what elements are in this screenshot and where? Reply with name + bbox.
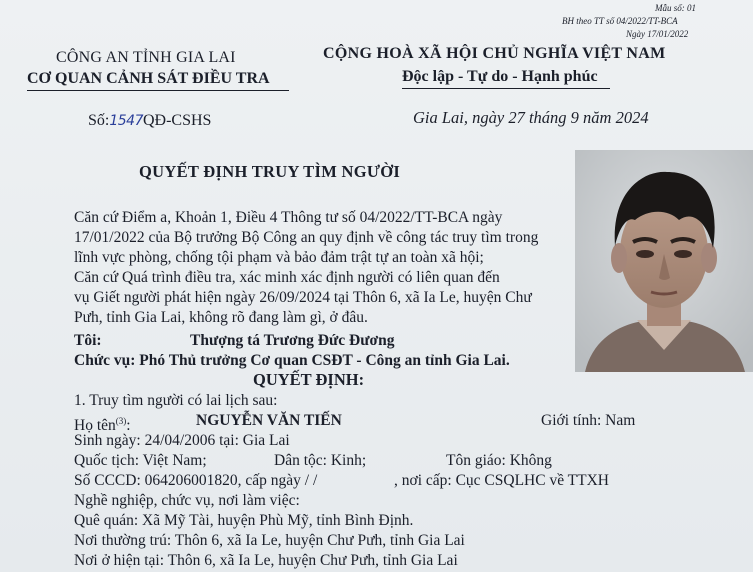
country-name: CỘNG HOÀ XÃ HỘI CHỦ NGHĨA VIỆT NAM [323,45,666,62]
person-ethnicity: Dân tộc: Kinh; [274,452,367,469]
motto-underline [402,88,610,89]
person-current-address: Nơi ở hiện tại: Thôn 6, xã Ia Le, huyện Chư Pưh, tỉnh Gia Lai [74,552,458,569]
person-religion: Tôn giáo: Không [446,452,552,469]
name-footnote: (3) [115,416,127,426]
document-number-suffix: QĐ-CSHS [142,112,212,129]
place-date: Gia Lai, ngày 27 tháng 9 năm 2024 [413,108,649,127]
person-hometown: Quê quán: Xã Mỹ Tài, huyện Phù Mỹ, tỉnh Bình Định. [74,512,414,529]
basis-line-5: vụ Giết người phát hiện ngày 26/09/2024 tại Thôn 6, xã Ia Le, huyện Chư [74,289,532,306]
name-label: Họ tên [74,417,116,435]
basis-line-4: Căn cứ Quá trình điều tra, xác minh xác định người có liên quan đến [74,269,500,286]
person-nationality: Quốc tịch: Việt Nam; [74,452,207,469]
document-number [88,112,211,130]
portrait-image [575,150,753,372]
officer-name: Thượng tá Trương Đức Đương [190,332,395,349]
person-id-number: Số CCCD: 064206001820, cấp ngày / / [74,472,318,489]
item-1: 1. Truy tìm người có lai lịch sau: [74,392,278,409]
basis-line-1: Căn cứ Điểm a, Khoản 1, Điều 4 Thông tư số 04/2022/TT-BCA ngày [74,209,503,226]
person-dob: Sinh ngày: 24/04/2006 tại: Gia Lai [74,432,290,449]
person-gender: Giới tính: Nam [541,412,636,429]
name-colon: : [126,417,131,435]
officer-position-value: Phó Thủ trưởng Cơ quan CSĐT - Công an tỉnh Gia Lai. [139,352,510,369]
document-title: QUYẾT ĐỊNH TRUY TÌM NGƯỜI [139,162,401,181]
basis-line-6: Pưh, tỉnh Gia Lai, không rõ đang làm gì, ở đâu. [74,309,368,326]
form-legal-basis: BH theo TT số 04/2022/TT-BCA [562,16,678,26]
person-name: NGUYỄN VĂN TIẾN [196,412,342,429]
motto: Độc lập - Tự do - Hạnh phúc [402,68,598,85]
officer-position-label: Chức vụ: [74,352,136,369]
document-number-prefix: Số: [88,112,110,129]
basis-line-3: lĩnh vực phòng, chống tội phạm và bảo đảm trật tự an toàn xã hội; [74,249,484,266]
form-number: Mẫu số: 01 [655,3,696,13]
org-name: CƠ QUAN CẢNH SÁT ĐIỀU TRA [27,70,270,87]
decision-heading: QUYẾT ĐỊNH: [253,370,365,389]
suspect-photo [575,150,753,372]
person-id-place: , nơi cấp: Cục CSQLHC về TTXH [394,472,609,489]
basis-line-2: 17/01/2022 của Bộ trưởng Bộ Công an quy định về công tác truy tìm trong [74,229,539,246]
officer-label: Tôi: [74,332,102,349]
form-date: Ngày 17/01/2022 [626,29,689,39]
person-permanent-address: Nơi thường trú: Thôn 6, xã Ia Le, huyện Chư Pưh, tỉnh Gia Lai [74,532,465,549]
person-occupation: Nghề nghiệp, chức vụ, nơi làm việc: [74,492,300,509]
org-underline [27,90,289,91]
org-parent: CÔNG AN TỈNH GIA LAI [56,49,236,66]
officer-position [74,351,510,371]
document-number-handwritten: 1547 [109,113,143,129]
